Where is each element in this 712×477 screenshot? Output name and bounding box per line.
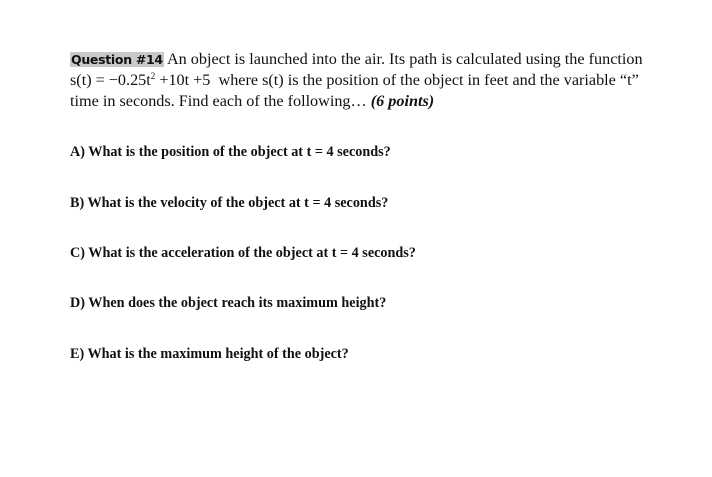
part-d-question: D) When does the object reach its maximum height? bbox=[70, 295, 387, 311]
intro-text: An object is launched into the air. Its path is calculated using the function bbox=[166, 50, 643, 68]
intro-line-1 bbox=[70, 49, 670, 70]
position-function bbox=[70, 71, 210, 89]
part-c-question: C) What is the acceleration of the object at t = 4 seconds? bbox=[70, 245, 416, 261]
formula-rhs: +10t +5 bbox=[155, 71, 211, 89]
points-label: (6 points) bbox=[370, 92, 435, 110]
question-label: Question #14 bbox=[71, 52, 163, 67]
intro-line-3 bbox=[70, 91, 670, 112]
intro-line-2-text: where s(t) is the position of the object in feet and the variable “t” bbox=[218, 71, 639, 89]
intro-line-3-text: time in seconds. Find each of the following… bbox=[70, 92, 367, 110]
question-intro bbox=[70, 49, 670, 112]
intro-line-2 bbox=[70, 70, 670, 91]
formula-lhs: s(t) = −0.25t bbox=[70, 71, 151, 89]
part-a-question: A) What is the position of the object at t = 4 seconds? bbox=[70, 144, 391, 160]
part-e-question: E) What is the maximum height of the object? bbox=[70, 346, 349, 362]
part-b-question: B) What is the velocity of the object at t = 4 seconds? bbox=[70, 195, 389, 211]
formula-exponent: 2 bbox=[150, 71, 156, 81]
